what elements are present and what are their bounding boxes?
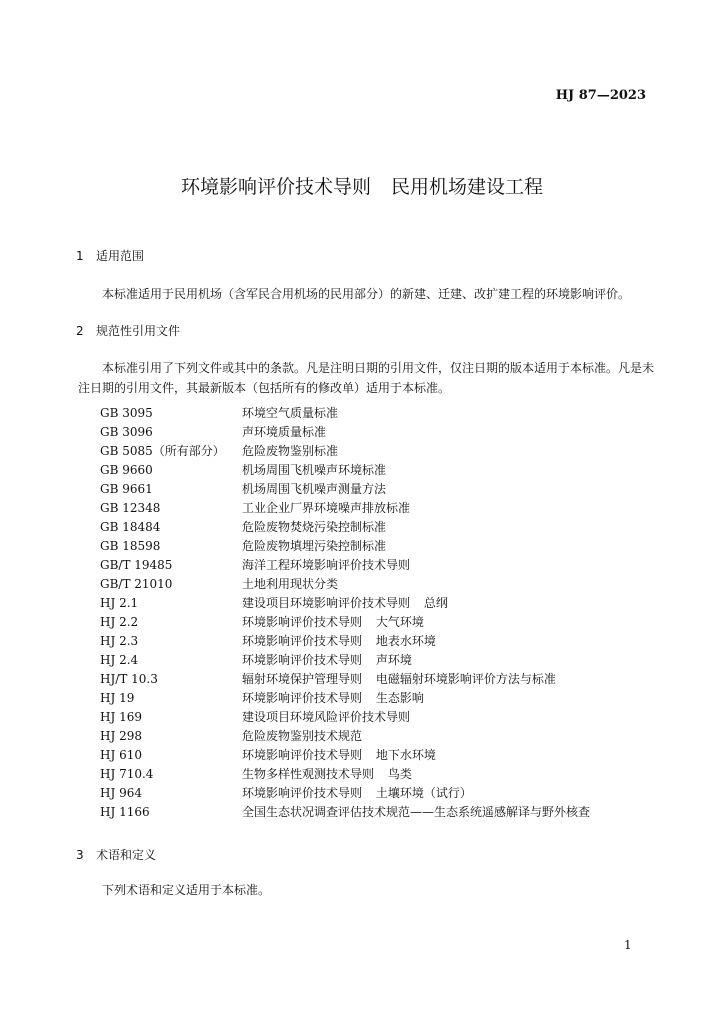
reference-row — [100, 803, 590, 822]
reference-name: 危险废物填埋污染控制标准 — [242, 539, 387, 553]
reference-name: 危险废物鉴别标准 — [242, 444, 339, 458]
reference-row — [100, 765, 590, 784]
reference-name: 建设项目环境风险评价技术导则 — [242, 710, 411, 724]
section-title: 适用范围 — [96, 249, 145, 263]
reference-row — [100, 613, 590, 632]
terms-intro-paragraph: 下列术语和定义适用于本标准。 — [102, 883, 271, 897]
reference-name: 危险废物鉴别技术规范 — [242, 729, 363, 743]
reference-row — [100, 480, 590, 499]
section-number: 3 — [76, 848, 84, 862]
reference-code: HJ/T 10.3 — [100, 672, 158, 686]
reference-name: 环境影响评价技术导则 声环境 — [242, 653, 412, 667]
reference-name: 海洋工程环境影响评价技术导则 — [242, 558, 411, 572]
reference-row — [100, 651, 590, 670]
reference-row — [100, 404, 590, 423]
reference-name: 环境空气质量标准 — [242, 406, 339, 420]
reference-name: 环境影响评价技术导则 大气环境 — [242, 615, 424, 629]
reference-code: GB 9661 — [100, 482, 153, 496]
section-heading-terms — [76, 846, 156, 863]
reference-code: GB/T 21010 — [100, 577, 173, 591]
reference-code: GB 3095 — [100, 406, 153, 420]
reference-code: HJ 2.4 — [100, 653, 139, 667]
reference-code: HJ 1166 — [100, 805, 150, 819]
reference-name: 危险废物焚烧污染控制标准 — [242, 520, 387, 534]
references-list — [100, 404, 590, 822]
reference-name: 环境影响评价技术导则 土壤环境（试行） — [242, 786, 472, 800]
reference-name: 机场周围飞机噪声测量方法 — [242, 482, 387, 496]
reference-code: GB 5085（所有部分） — [100, 444, 225, 458]
reference-code: HJ 2.3 — [100, 634, 139, 648]
reference-name: 工业企业厂界环境噪声排放标准 — [242, 501, 411, 515]
reference-row — [100, 784, 590, 803]
reference-row — [100, 461, 590, 480]
reference-code: GB 18598 — [100, 539, 161, 553]
reference-row — [100, 727, 590, 746]
reference-name: 机场周围飞机噪声环境标准 — [242, 463, 387, 477]
reference-name: 环境影响评价技术导则 地下水环境 — [242, 748, 436, 762]
references-intro-paragraph: 本标准引用了下列文件或其中的条款。凡是注明日期的引用文件，仅注日期的版本适用于本标准。凡是未注日期的引用文件，其最新版本（包括所有的修改单）适用于本标准。 — [78, 361, 655, 395]
reference-name: 环境影响评价技术导则 地表水环境 — [242, 634, 436, 648]
section-title: 规范性引用文件 — [96, 324, 181, 338]
reference-code: HJ 2.2 — [100, 615, 139, 629]
reference-name: 建设项目环境影响评价技术导则 总纲 — [242, 596, 448, 610]
reference-name: 土地利用现状分类 — [242, 577, 339, 591]
reference-code: HJ 2.1 — [100, 596, 139, 610]
section-number: 1 — [76, 249, 84, 263]
reference-name: 声环境质量标准 — [242, 425, 327, 439]
reference-code: GB 9660 — [100, 463, 153, 477]
reference-code: GB 12348 — [100, 501, 161, 515]
reference-row — [100, 518, 590, 537]
reference-code: GB/T 19485 — [100, 558, 173, 572]
section-heading-scope — [76, 247, 144, 264]
section-number: 2 — [76, 324, 84, 338]
scope-paragraph: 本标准适用于民用机场（含军民合用机场的民用部分）的新建、迁建、改扩建工程的环境影响评价。 — [102, 287, 631, 301]
reference-row — [100, 423, 590, 442]
reference-code: HJ 169 — [100, 710, 142, 724]
document-title: 环境影响评价技术导则 民用机场建设工程 — [180, 176, 544, 198]
section-heading-references — [76, 322, 180, 339]
reference-code: HJ 710.4 — [100, 767, 154, 781]
reference-row — [100, 632, 590, 651]
reference-code: HJ 298 — [100, 729, 142, 743]
reference-name: 环境影响评价技术导则 生态影响 — [242, 691, 424, 705]
reference-name: 辐射环境保护管理导则 电磁辐射环境影响评价方法与标准 — [242, 672, 556, 686]
reference-row — [100, 746, 590, 765]
reference-row — [100, 499, 590, 518]
reference-code: HJ 610 — [100, 748, 142, 762]
reference-code: HJ 19 — [100, 691, 135, 705]
reference-name: 生物多样性观测技术导则 鸟类 — [242, 767, 412, 781]
reference-row — [100, 537, 590, 556]
reference-row — [100, 556, 590, 575]
reference-row — [100, 689, 590, 708]
reference-code: GB 18484 — [100, 520, 161, 534]
reference-code: GB 3096 — [100, 425, 153, 439]
page-number: 1 — [624, 938, 632, 952]
reference-row — [100, 575, 590, 594]
reference-row — [100, 594, 590, 613]
reference-row — [100, 708, 590, 727]
reference-row — [100, 670, 590, 689]
reference-row — [100, 442, 590, 461]
section-title: 术语和定义 — [96, 848, 157, 862]
standard-code: HJ 87—2023 — [555, 88, 646, 103]
reference-code: HJ 964 — [100, 786, 142, 800]
reference-name: 全国生态状况调查评估技术规范——生态系统遥感解译与野外核查 — [242, 805, 591, 819]
